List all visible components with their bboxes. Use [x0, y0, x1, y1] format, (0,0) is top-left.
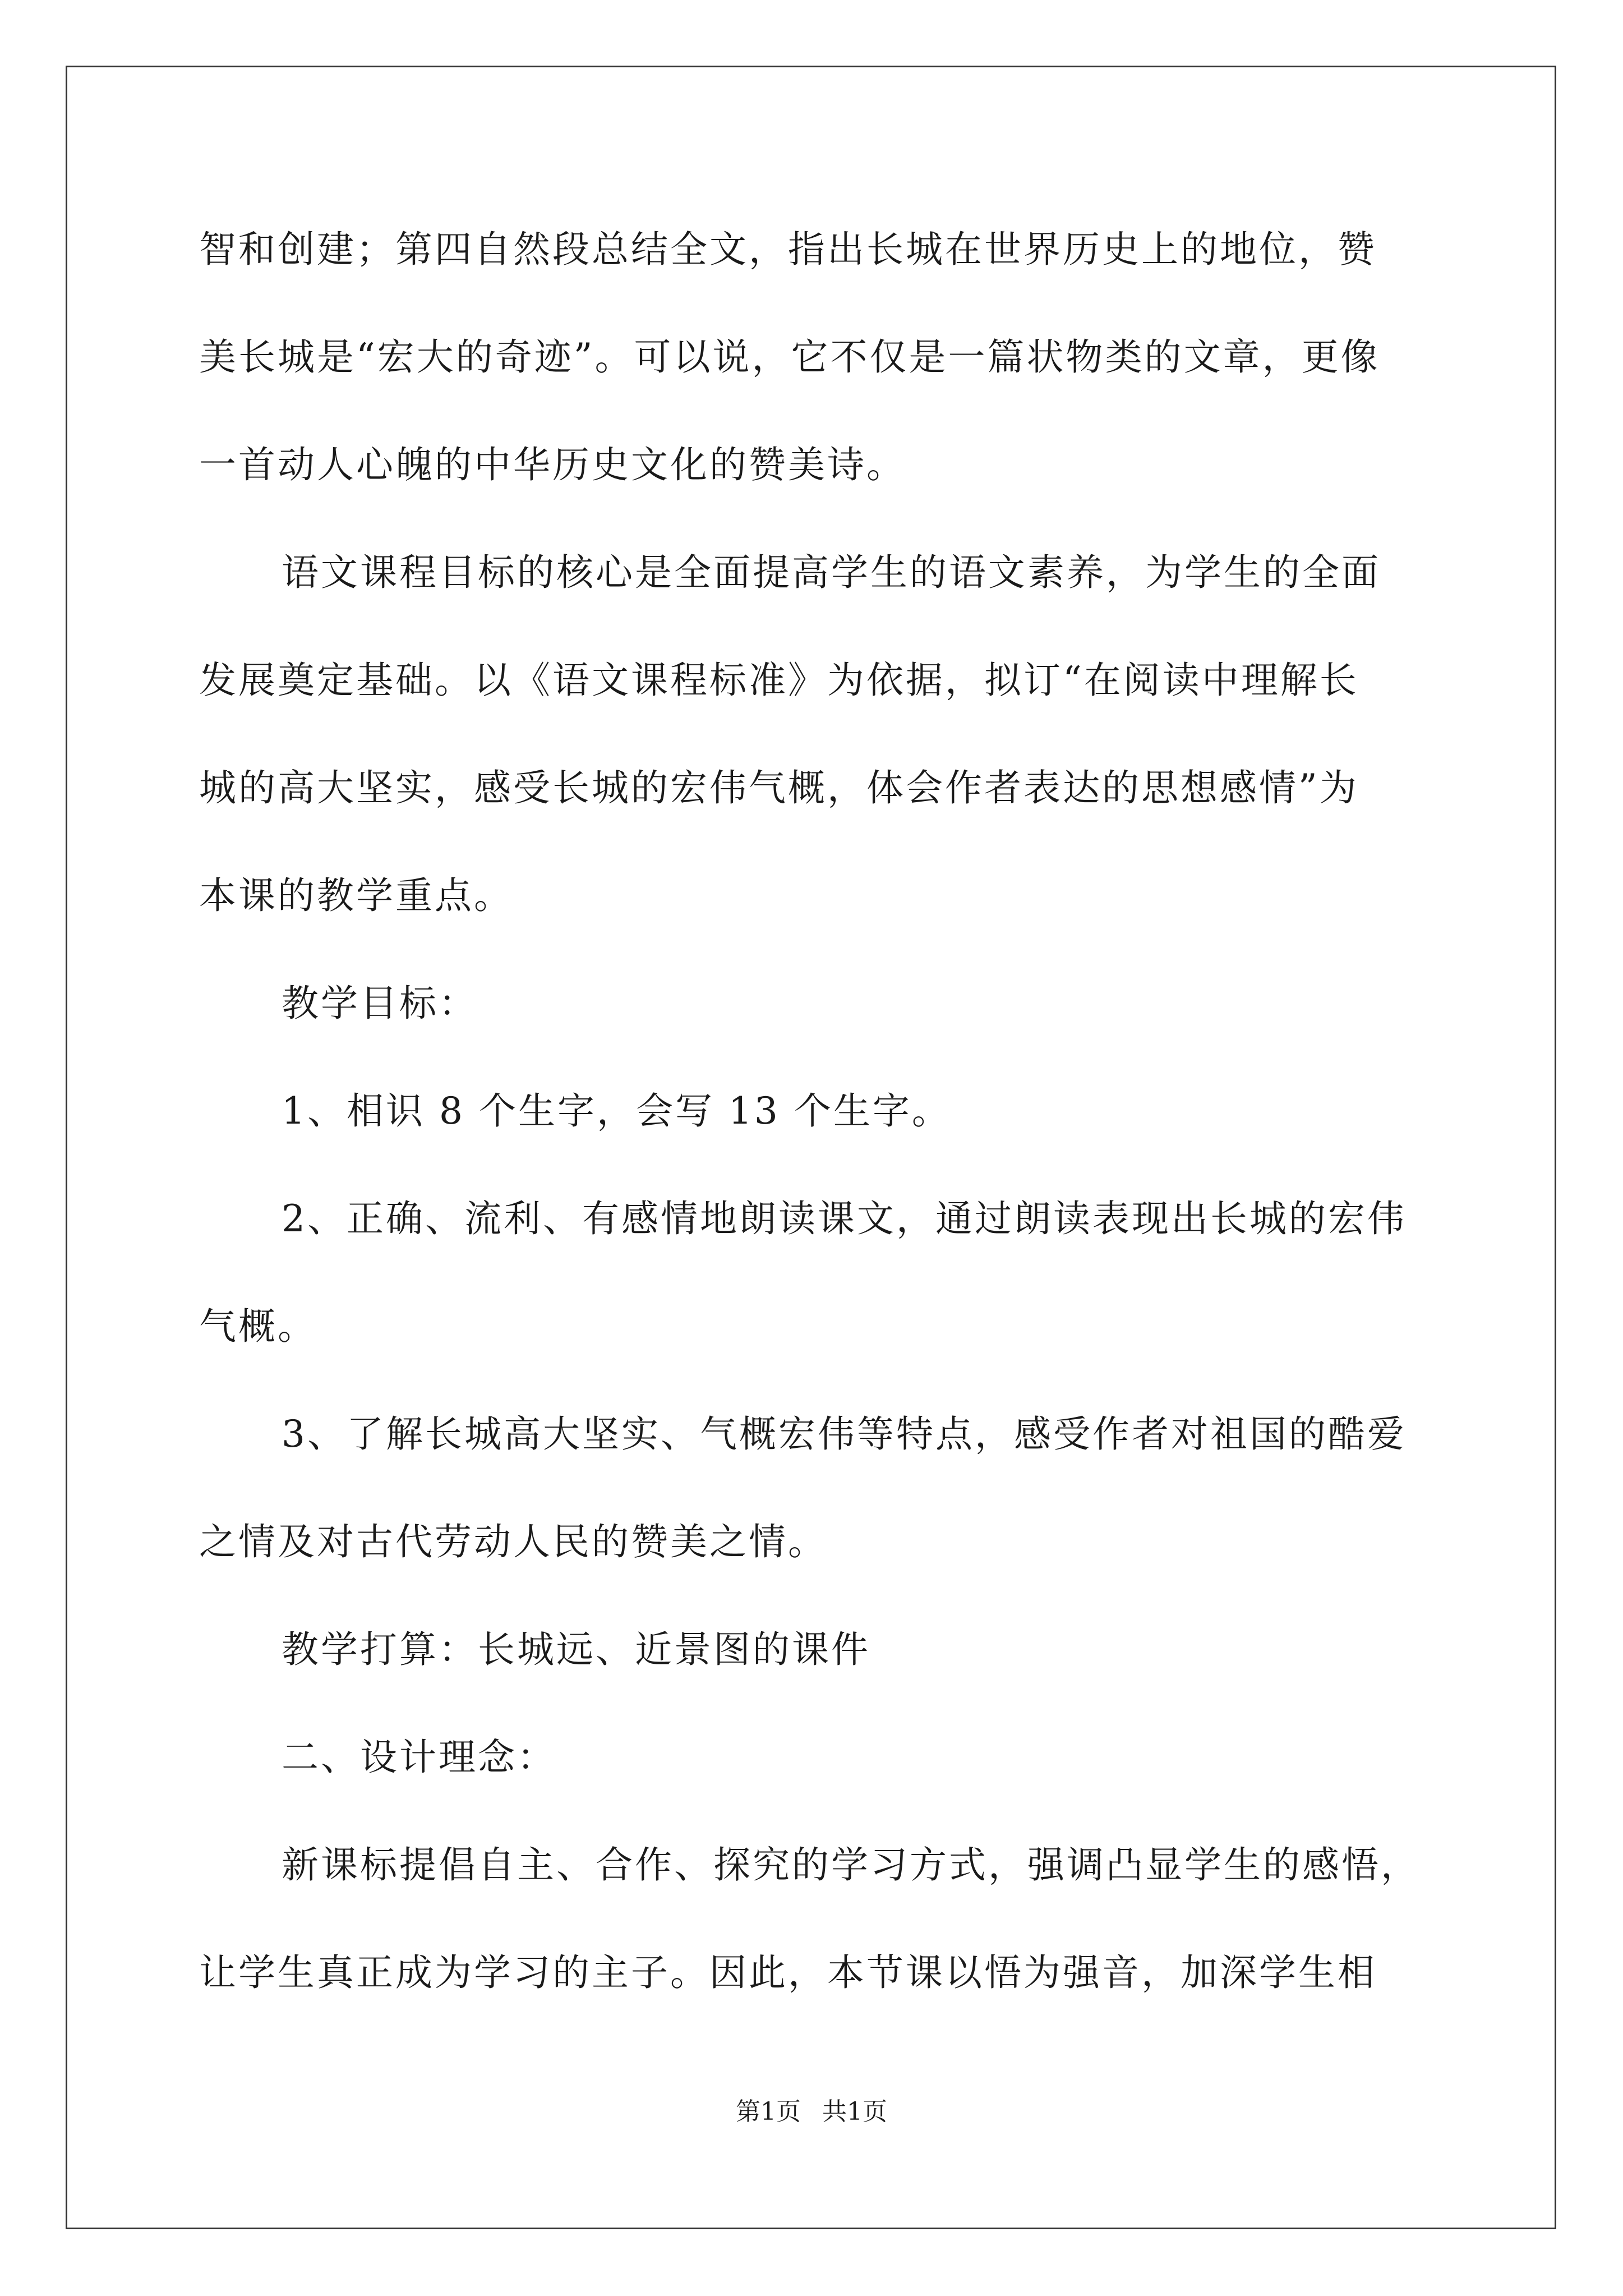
page-border — [66, 66, 1556, 2229]
text-line: 一首动人心魄的中华历史文化的赞美诗。 — [199, 443, 906, 486]
text-line: 城的高大坚实，感受长城的宏伟气概，体会作者表达的思想感情”为 — [199, 766, 1359, 809]
page-number: 第1页 — [736, 2097, 801, 2126]
text-line: 智和创建；第四自然段总结全文，指出长城在世界历史上的地位，赞 — [199, 228, 1377, 271]
text-line: 发展奠定基础。以《语文课程标准》为依据，拟订“在阅读中理解长 — [199, 659, 1359, 702]
list-item: 1、相识 8 个生字，会写 13 个生字。 — [282, 1089, 951, 1133]
text-line: 之情及对古代劳动人民的赞美之情。 — [199, 1520, 827, 1563]
paragraph-start-line: 教学打算：长城远、近景图的课件 — [282, 1628, 870, 1671]
paragraph-start-line: 新课标提倡自主、合作、探究的学习方式，强调凸显学生的感悟， — [282, 1843, 1420, 1887]
section-heading: 二、设计理念： — [282, 1736, 556, 1779]
text-line: 气概。 — [199, 1305, 317, 1348]
list-item: 3、了解长城高大坚实、气概宏伟等特点，感受作者对祖国的酷爱 — [282, 1412, 1407, 1456]
section-heading: 教学目标： — [282, 982, 478, 1025]
list-item: 2、正确、流利、有感情地朗读课文，通过朗读表现出长城的宏伟 — [282, 1197, 1407, 1240]
text-line: 让学生真正成为学习的主子。因此，本节课以悟为强音，加深学生相 — [199, 1951, 1377, 1994]
page-footer — [0, 2095, 1623, 2129]
paragraph-start-line: 语文课程目标的核心是全面提高学生的语文素养，为学生的全面 — [282, 551, 1381, 594]
page-total: 共1页 — [822, 2097, 887, 2126]
text-line: 美长城是“宏大的奇迹”。可以说，它不仅是一篇状物类的文章，更像 — [199, 335, 1380, 379]
text-line: 本课的教学重点。 — [199, 874, 513, 917]
